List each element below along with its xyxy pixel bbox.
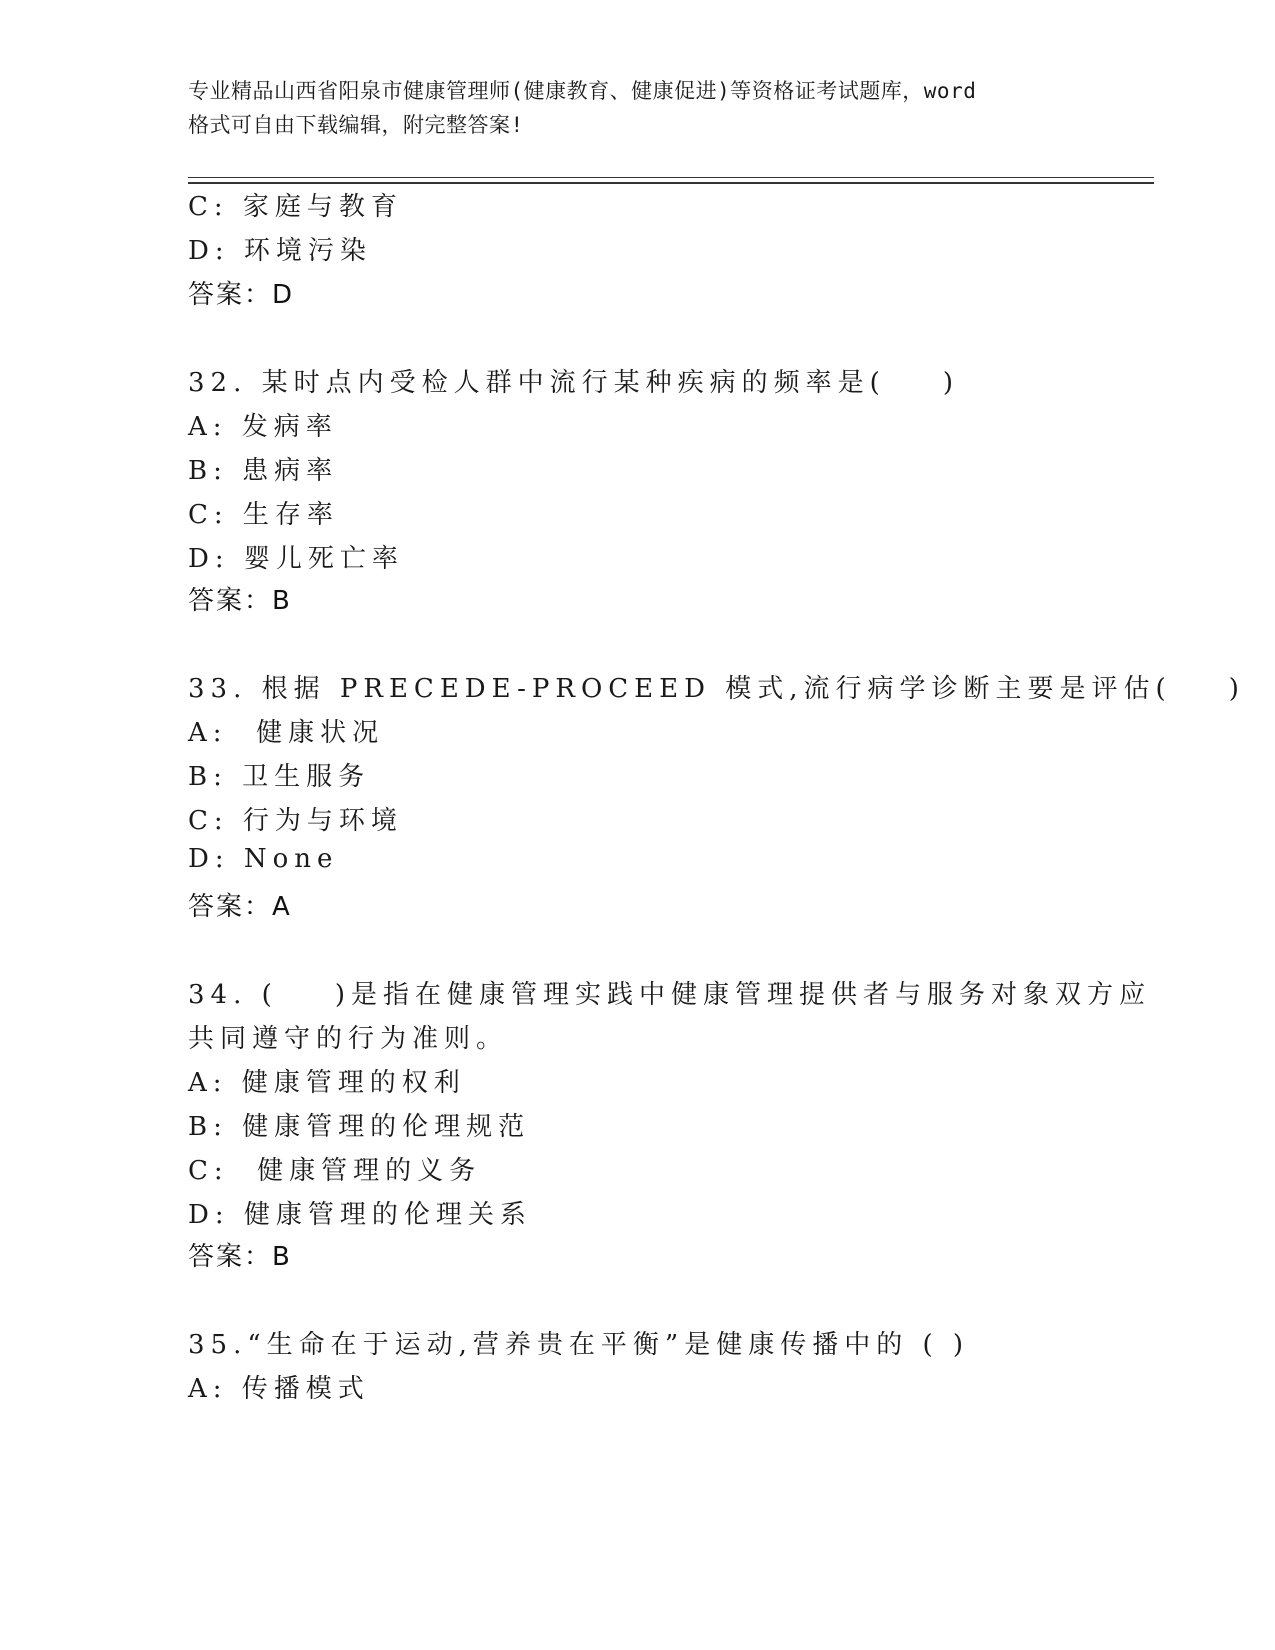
question-34-option-a: A: 健康管理的权利 (188, 1068, 466, 1098)
question-35-option-a: A: 传播模式 (188, 1374, 370, 1404)
question-33-option-b: B: 卫生服务 (188, 762, 371, 792)
document-header (188, 74, 1088, 142)
question-32-answer: 答案：B (188, 586, 292, 616)
question-32-option-b: B: 患病率 (188, 456, 339, 486)
question-33-option-a: A: 健康状况 (188, 718, 385, 748)
header-divider-thick (188, 182, 1154, 184)
header-line-2: 格式可自由下载编辑，附完整答案! (188, 113, 524, 137)
option-d-prev: D: 环境污染 (188, 236, 372, 266)
header-divider-thin (188, 177, 1154, 178)
question-34-stem-line-2: 共同遵守的行为准则。 (188, 1024, 509, 1054)
question-34-answer: 答案：B (188, 1242, 292, 1272)
question-32-option-d: D: 婴儿死亡率 (188, 544, 404, 574)
header-line-1: 专业精品山西省阳泉市健康管理师(健康教育、健康促进)等资格证考试题库，word (188, 79, 977, 103)
option-c-prev: C: 家庭与教育 (188, 192, 403, 222)
question-34-stem-line-1: 34. ( )是指在健康管理实践中健康管理提供者与服务对象双方应 (188, 980, 1151, 1010)
question-35-stem: 35.“生命在于运动,营养贵在平衡”是健康传播中的 ( ) (188, 1330, 970, 1360)
question-33-stem: 33. 根据 PRECEDE-PROCEED 模式,流行病学诊断主要是评估( ) (188, 674, 1245, 704)
question-34-option-c: C: 健康管理的义务 (188, 1156, 482, 1186)
question-32-option-a: A: 发病率 (188, 412, 338, 442)
question-33-option-d: D: None (188, 844, 339, 874)
question-33-option-c: C: 行为与环境 (188, 806, 403, 836)
question-32-stem: 32. 某时点内受检人群中流行某种疾病的频率是( ) (188, 368, 959, 398)
question-34-option-d: D: 健康管理的伦理关系 (188, 1200, 532, 1230)
answer-prev: 答案：D (188, 280, 295, 310)
question-34-option-b: B: 健康管理的伦理规范 (188, 1112, 531, 1142)
question-33-answer: 答案：A (188, 892, 292, 922)
question-32-option-c: C: 生存率 (188, 500, 339, 530)
